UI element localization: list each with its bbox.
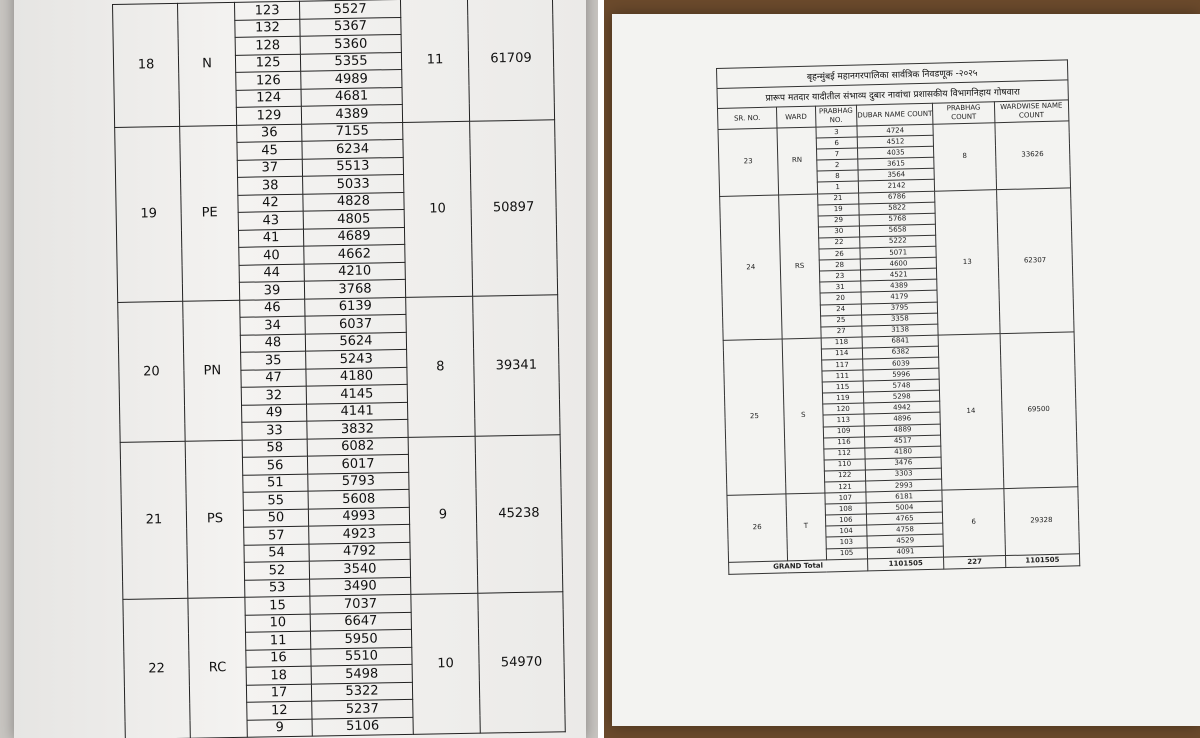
prabhag-no-cell: 43 [238,211,303,230]
ward-cell: PN [183,300,242,441]
prabhag-no-cell: 39 [239,281,304,300]
prabhag-no-cell: 46 [240,299,305,318]
prabhag-no-cell: 42 [238,194,303,213]
name-count-cell: 3768 [304,279,405,298]
prabhag-no-cell: 11 [245,631,310,650]
name-count-cell: 6234 [302,139,403,158]
document-title: बृहन्मुंबई महानगरपालिका सार्वत्रिक निवडणूक -२०२५ [716,59,1068,88]
prabhag-no-cell: 107 [825,492,866,504]
dubar-name-count-cell: 4758 [867,523,944,536]
prabhag-no-cell: 36 [237,124,302,143]
dubar-name-count-cell: 4529 [867,535,944,548]
prabhag-no-cell: 40 [239,246,304,265]
dubar-name-count-cell: 5996 [863,368,940,381]
name-count-cell: 5322 [311,682,412,701]
left-paper-sheet [14,0,586,738]
prabhag-no-cell: 9 [247,719,312,738]
prabhag-no-cell: 16 [246,649,311,668]
left-ward-table [112,0,566,738]
prabhag-no-cell: 8 [817,170,858,182]
prabhag-count-cell: 9 [408,436,478,595]
prabhag-no-cell: 34 [240,316,305,335]
prabhag-no-cell: 114 [821,348,862,360]
prabhag-no-cell: 112 [824,448,865,460]
name-count-cell: 5608 [308,489,409,508]
name-count-cell: 6082 [307,437,408,456]
prabhag-no-cell: 15 [245,596,310,615]
dubar-name-count-cell: 4724 [857,124,934,137]
dubar-name-count-cell: 4889 [864,424,941,437]
ward-cell: RN [777,127,817,194]
dubar-name-count-cell: 6181 [866,490,943,503]
prabhag-no-cell: 58 [242,439,307,458]
name-count-cell: 5355 [300,52,401,71]
sr-no-cell: 20 [118,301,185,442]
prabhag-no-cell: 2 [817,159,858,171]
name-count-cell: 4180 [306,367,407,386]
dubar-name-count-cell: 3615 [858,157,935,170]
prabhag-no-cell: 22 [818,237,859,249]
name-count-cell: 7155 [302,122,403,141]
prabhag-no-cell: 45 [237,141,302,160]
dubar-name-count-cell: 5004 [866,501,943,514]
left-photo [0,0,598,738]
prabhag-no-cell: 49 [242,404,307,423]
dubar-name-count-cell: 4091 [867,546,944,559]
prabhag-no-cell: 106 [825,514,866,526]
dubar-name-count-cell: 5768 [859,213,936,226]
prabhag-no-cell: 111 [822,370,863,382]
dubar-name-count-cell: 6841 [862,335,939,348]
dubar-name-count-cell: 4942 [864,401,941,414]
prabhag-no-cell: 124 [236,89,301,108]
prabhag-no-cell: 53 [245,579,310,598]
prabhag-no-cell: 12 [247,701,312,720]
prabhag-count-cell: 14 [939,333,1004,490]
prabhag-no-cell: 23 [819,270,860,282]
name-count-cell: 4389 [301,104,402,123]
prabhag-no-cell: 103 [826,536,867,548]
header-sr-no: SR. NO. [717,107,776,129]
prabhag-no-cell: 118 [821,337,862,349]
prabhag-no-cell: 132 [235,19,300,38]
prabhag-no-cell: 105 [826,548,867,560]
name-count-cell: 6647 [310,612,411,631]
dubar-name-count-cell: 5658 [859,224,936,237]
wardwise-count-cell: 62307 [996,187,1074,333]
dubar-name-count-cell: 4517 [864,435,941,448]
document-subtitle: प्रारूप मतदार यादीतील संभाव्य दुबार नावांचा प्रशासकीय विभागनिहाय गोषवारा [716,79,1068,108]
name-count-cell: 5033 [303,174,404,193]
prabhag-no-cell: 38 [238,176,303,195]
name-count-cell: 5527 [299,0,400,19]
name-count-cell: 4923 [309,524,410,543]
prabhag-no-cell: 19 [818,204,859,216]
prabhag-count-cell: 13 [935,189,1000,335]
prabhag-no-cell: 110 [824,459,865,471]
name-count-cell: 5243 [306,349,407,368]
prabhag-no-cell: 20 [820,292,861,304]
wardwise-count-cell: 33626 [994,121,1070,189]
prabhag-no-cell: 119 [822,392,863,404]
sr-no-cell: 22 [123,598,190,738]
prabhag-no-cell: 6 [816,137,857,149]
dubar-name-count-cell: 5071 [860,246,937,259]
prabhag-no-cell: 54 [244,544,309,563]
dubar-name-count-cell: 6382 [862,346,939,359]
dubar-name-count-cell: 4521 [860,268,937,281]
dubar-name-count-cell: 5822 [859,202,936,215]
prabhag-no-cell: 44 [239,264,304,283]
name-count-cell: 6037 [305,314,406,333]
name-count-cell: 4145 [306,384,407,403]
prabhag-no-cell: 121 [824,481,865,493]
name-count-cell: 5513 [302,157,403,176]
dubar-name-count-cell: 4180 [865,446,942,459]
prabhag-count-cell: 10 [403,121,473,297]
prabhag-no-cell: 56 [242,456,307,475]
dubar-name-count-cell: 6786 [858,191,935,204]
prabhag-no-cell: 7 [816,148,857,160]
name-count-cell: 4689 [303,227,404,246]
dubar-name-count-cell: 2993 [865,479,942,492]
header-ward: WARD [776,106,815,128]
prabhag-count-cell: 11 [400,0,469,122]
name-count-cell: 4993 [308,507,409,526]
name-count-cell: 3490 [310,577,411,596]
dubar-name-count-cell: 3564 [858,169,935,182]
prabhag-count-cell: 6 [942,489,1005,557]
grand-total-dubar: 1101505 [867,557,944,571]
header-prabhag-no: PRABHAG NO. [815,105,857,127]
name-count-cell: 5237 [312,699,413,718]
prabhag-no-cell: 30 [818,226,859,238]
dubar-name-count-cell: 2142 [858,180,935,193]
prabhag-no-cell: 109 [823,426,864,438]
sr-no-cell: 18 [113,3,180,127]
ward-cell: RC [188,597,247,738]
ward-cell: RS [778,194,820,339]
prabhag-no-cell: 17 [246,684,311,703]
grand-total-prabhag-count: 227 [944,555,1005,568]
dubar-name-count-cell: 4600 [860,257,937,270]
prabhag-count-cell: 10 [411,593,480,734]
name-count-cell: 5367 [300,17,401,36]
sr-no-cell: 21 [120,441,188,600]
summary-table [717,99,1080,574]
dubar-name-count-cell: 4179 [861,291,938,304]
prabhag-no-cell: 33 [242,421,307,440]
prabhag-no-cell: 28 [819,259,860,271]
name-count-cell: 5793 [308,472,409,491]
dubar-name-count-cell: 5298 [863,390,940,403]
header-dubar-name-count: DUBAR NAME COUNT [856,103,933,126]
name-count-cell: 5624 [305,332,406,351]
name-count-cell: 4141 [307,402,408,421]
right-paper-sheet [612,14,1200,726]
name-count-cell: 4681 [301,87,402,106]
prabhag-count-cell: 8 [406,296,475,437]
name-count-cell: 3540 [309,559,410,578]
header-wardwise-name-count: WARDWISE NAME COUNT [994,100,1069,123]
prabhag-count-cell: 8 [933,123,996,191]
dubar-name-count-cell: 4765 [866,512,943,525]
dubar-name-count-cell: 4389 [861,279,938,292]
name-count-cell: 4210 [304,262,405,281]
sr-no-cell: 19 [115,126,183,302]
right-photo [604,0,1200,738]
dubar-name-count-cell: 4896 [864,413,941,426]
name-count-cell: 4828 [303,192,404,211]
dubar-name-count-cell: 3795 [861,302,938,315]
dubar-name-count-cell: 5748 [863,379,940,392]
prabhag-no-cell: 27 [821,326,862,338]
prabhag-no-cell: 35 [241,351,306,370]
name-count-cell: 4805 [303,209,404,228]
prabhag-no-cell: 129 [236,106,301,125]
summary-document [716,59,1080,574]
prabhag-no-cell: 41 [238,229,303,248]
name-count-cell: 5950 [310,629,411,648]
grand-total-label: GRAND Total [729,559,868,574]
prabhag-no-cell: 25 [820,315,861,327]
name-count-cell: 5498 [311,664,412,683]
ward-cell: PE [180,125,240,301]
prabhag-no-cell: 50 [243,509,308,528]
prabhag-no-cell: 32 [241,386,306,405]
dubar-name-count-cell: 3138 [862,324,939,337]
name-count-cell: 6017 [307,454,408,473]
dubar-name-count-cell: 3358 [861,313,938,326]
prabhag-no-cell: 31 [820,281,861,293]
prabhag-no-cell: 113 [823,414,864,426]
sr-no-cell: 25 [723,339,786,496]
prabhag-no-cell: 123 [234,1,299,20]
prabhag-no-cell: 122 [824,470,865,482]
prabhag-no-cell: 3 [816,126,857,138]
dubar-name-count-cell: 6039 [862,357,939,370]
name-count-cell: 6139 [305,297,406,316]
prabhag-no-cell: 115 [822,381,863,393]
wardwise-count-cell: 61709 [467,0,554,121]
ward-cell: T [786,493,826,560]
prabhag-no-cell: 47 [241,369,306,388]
prabhag-no-cell: 37 [237,159,302,178]
dubar-name-count-cell: 3303 [865,468,942,481]
sr-no-cell: 24 [720,195,782,341]
dubar-name-count-cell: 3476 [865,457,942,470]
dubar-name-count-cell: 4512 [857,135,934,148]
wardwise-count-cell: 50897 [470,119,558,295]
name-count-cell: 3832 [307,419,408,438]
prabhag-no-cell: 10 [245,614,310,633]
prabhag-no-cell: 18 [246,666,311,685]
prabhag-no-cell: 26 [819,248,860,260]
prabhag-no-cell: 108 [825,503,866,515]
name-count-cell: 4792 [309,542,410,561]
prabhag-no-cell: 21 [817,193,858,205]
header-prabhag-count: PRABHAG COUNT [933,102,995,124]
prabhag-no-cell: 126 [236,71,301,90]
grand-total-wardwise: 1101505 [1005,553,1080,567]
name-count-cell: 5106 [312,717,413,736]
dubar-name-count-cell: 5222 [859,235,936,248]
prabhag-no-cell: 116 [823,437,864,449]
prabhag-no-cell: 104 [825,525,866,537]
wardwise-count-cell: 39341 [473,294,560,435]
name-count-cell: 7037 [310,594,411,613]
prabhag-no-cell: 128 [235,36,300,55]
prabhag-no-cell: 52 [244,561,309,580]
name-count-cell: 5360 [300,34,401,53]
name-count-cell: 5510 [311,647,412,666]
name-count-cell: 4989 [301,69,402,88]
prabhag-no-cell: 55 [243,491,308,510]
sr-no-cell: 26 [727,494,787,562]
prabhag-no-cell: 29 [818,215,859,227]
ward-cell: S [782,338,825,494]
name-count-cell: 4662 [304,244,405,263]
sr-no-cell: 23 [718,128,778,196]
wardwise-count-cell: 54970 [478,592,565,733]
prabhag-no-cell: 125 [235,54,300,73]
prabhag-no-cell: 48 [240,334,305,353]
prabhag-no-cell: 1 [817,182,858,194]
prabhag-no-cell: 117 [821,359,862,371]
dubar-name-count-cell: 4035 [857,146,934,159]
prabhag-no-cell: 120 [822,403,863,415]
prabhag-no-cell: 51 [243,474,308,493]
wardwise-count-cell: 45238 [475,434,563,593]
prabhag-no-cell: 24 [820,304,861,316]
wardwise-count-cell: 69500 [1000,332,1078,489]
wardwise-count-cell: 29328 [1003,487,1079,555]
ward-cell: N [177,2,236,125]
ward-cell: PS [185,440,245,598]
prabhag-no-cell: 57 [244,526,309,545]
